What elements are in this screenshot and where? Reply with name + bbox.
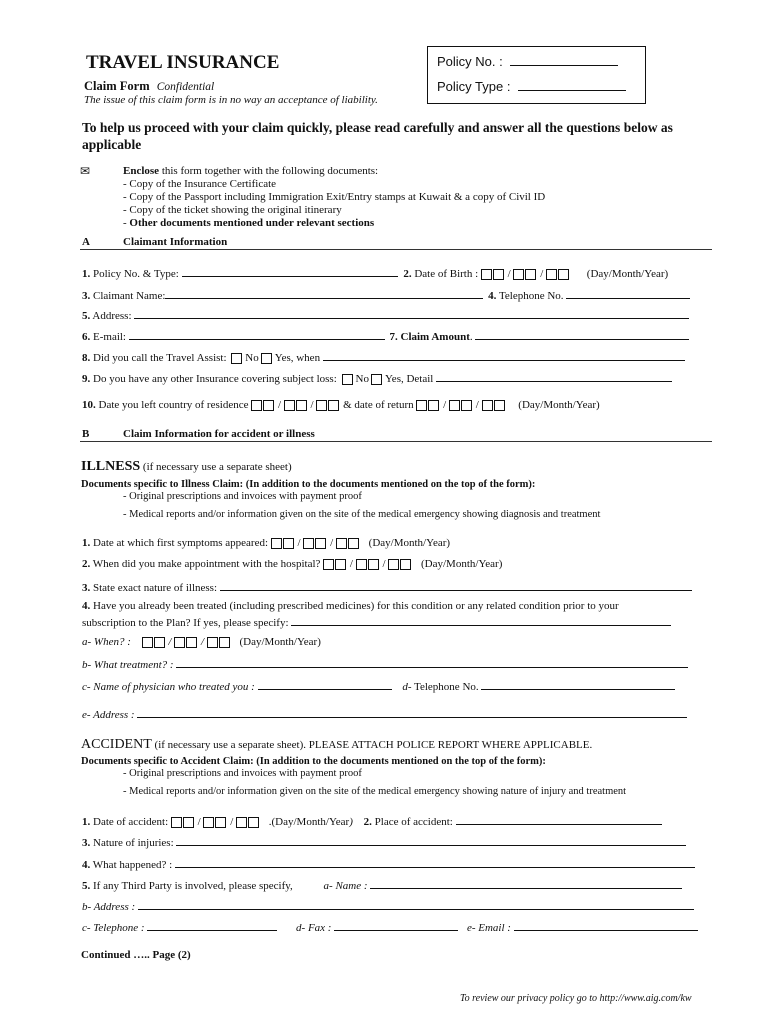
other-insurance-no-checkbox[interactable]: [342, 374, 353, 385]
claimant-name-input[interactable]: [165, 288, 483, 299]
address-input[interactable]: [134, 308, 689, 319]
list-item: - Original prescriptions and invoices with payment proof: [123, 768, 362, 779]
illness-heading: ILLNESS (if necessary use a separate sheet): [81, 459, 292, 474]
third-party-name-input[interactable]: [370, 878, 682, 889]
physician-telephone-input[interactable]: [481, 679, 675, 690]
section-divider: [80, 249, 712, 250]
physician-row: c- Name of physician who treated you : d- Telephone No.: [82, 679, 675, 694]
accident-day-boxes[interactable]: [171, 816, 195, 829]
form-title: TRAVEL INSURANCE: [86, 52, 280, 73]
treatment-month-boxes[interactable]: [174, 636, 198, 649]
accident-date-row: 1. Date of accident: / / .(Day/Month/Year) 2. Place of accident:: [82, 814, 662, 829]
section-divider: [80, 441, 712, 442]
accident-place-input[interactable]: [456, 814, 662, 825]
policy-no-field[interactable]: Policy No. :: [437, 54, 618, 69]
policy-no-type-input[interactable]: [182, 266, 398, 277]
treatment-when-row: a- When? : / / (Day/Month/Year): [82, 636, 321, 649]
accident-month-boxes[interactable]: [203, 816, 227, 829]
left-day-boxes[interactable]: [251, 399, 275, 412]
physician-address-row: e- Address :: [82, 707, 687, 722]
other-insurance-detail-input[interactable]: [436, 371, 672, 382]
email-claim-row: 6. E-mail: 7. Claim Amount.: [82, 329, 689, 344]
prior-treatment-input[interactable]: [291, 615, 671, 626]
what-happened-input[interactable]: [175, 857, 695, 868]
left-year-boxes[interactable]: [316, 399, 340, 412]
section-a-letter: A: [82, 236, 90, 248]
symptoms-day-boxes[interactable]: [271, 537, 295, 550]
return-year-boxes[interactable]: [482, 399, 506, 412]
what-treatment-row: b- What treatment? :: [82, 657, 688, 672]
physician-address-input[interactable]: [137, 707, 687, 718]
return-day-boxes[interactable]: [416, 399, 440, 412]
return-month-boxes[interactable]: [449, 399, 473, 412]
symptoms-year-boxes[interactable]: [336, 537, 360, 550]
list-item: - Medical reports and/or information given on the site of the medical emergency showing diagnosis and treatment: [123, 509, 601, 520]
travel-assist-no-checkbox[interactable]: [231, 353, 242, 364]
policy-no-type-row: 1. Policy No. & Type: 2. Date of Birth : / / (Day/Month/Year): [82, 268, 669, 280]
dob-day-boxes[interactable]: [481, 268, 505, 281]
treatment-year-boxes[interactable]: [207, 636, 231, 649]
email-input[interactable]: [129, 329, 385, 340]
physician-name-input[interactable]: [258, 679, 392, 690]
appointment-day-boxes[interactable]: [323, 558, 347, 571]
travel-assist-row: 8. Did you call the Travel Assist: No Yes, when: [82, 350, 685, 365]
list-item: - Other documents mentioned under relevant sections: [123, 217, 375, 229]
address-row: 5. Address:: [82, 308, 689, 323]
enclose-list: Enclose this form together with the following documents: - Copy of the Insurance Certificate - Copy of the Passport including Immigration Exit/Entry stamps at Kuwait & a copy of Civil ID - Copy of the ticket showing the original itinerary - Other documents mentioned under relevant sections: [123, 165, 546, 229]
intro-text: To help us proceed with your claim quickly, please read carefully and answer all the questions below as applicable: [82, 120, 673, 152]
prior-treatment-row: 4. Have you already been treated (including prescribed medicines) for this condition or any related condition prior to your subscription to the Plan? If yes, please specify:: [82, 600, 712, 630]
third-party-address-input[interactable]: [138, 899, 694, 910]
list-item: - Copy of the Passport including Immigration Exit/Entry stamps at Kuwait & a copy of Civil ID: [123, 191, 546, 203]
claim-amount-input[interactable]: [475, 329, 689, 340]
section-b-title: Claim Information for accident or illness: [123, 428, 315, 440]
what-treatment-input[interactable]: [176, 657, 688, 668]
third-party-row: 5. If any Third Party is involved, please specify, a- Name :: [82, 878, 682, 893]
dob-year-boxes[interactable]: [546, 268, 570, 281]
treatment-day-boxes[interactable]: [142, 636, 166, 649]
accident-docs-title: Documents specific to Accident Claim: (In addition to the documents mentioned on the top of the form):: [81, 756, 546, 767]
appointment-month-boxes[interactable]: [356, 558, 380, 571]
third-party-contact-row: c- Telephone : d- Fax : e- Email :: [82, 920, 698, 935]
nature-illness-input[interactable]: [220, 580, 692, 591]
nature-illness-row: 3. State exact nature of illness:: [82, 580, 692, 595]
claim-form-subtitle: Claim Form Confidential: [84, 79, 215, 93]
appointment-row: 2. When did you make appointment with the hospital? / / (Day/Month/Year): [82, 558, 503, 571]
what-happened-row: 4. What happened? :: [82, 857, 695, 872]
appointment-year-boxes[interactable]: [388, 558, 412, 571]
list-item: - Copy of the ticket showing the original itinerary: [123, 204, 342, 216]
claimant-name-row: 3. Claimant Name: 4. Telephone No.: [82, 288, 690, 303]
accident-heading: ACCIDENT (if necessary use a separate sheet). PLEASE ATTACH POLICE REPORT WHERE APPLICABLE.: [81, 737, 593, 752]
dob-month-boxes[interactable]: [513, 268, 537, 281]
section-b-letter: B: [82, 428, 90, 440]
disclaimer: The issue of this claim form is in no way an acceptance of liability.: [84, 94, 378, 106]
third-party-fax-input[interactable]: [334, 920, 458, 931]
third-party-telephone-input[interactable]: [147, 920, 277, 931]
other-insurance-row: 9. Do you have any other Insurance covering subject loss: No Yes, Detail: [82, 371, 672, 386]
travel-assist-when-input[interactable]: [323, 350, 685, 361]
nature-injuries-input[interactable]: [176, 835, 686, 846]
telephone-input[interactable]: [566, 288, 690, 299]
accident-year-boxes[interactable]: [236, 816, 260, 829]
nature-injuries-row: 3. Nature of injuries:: [82, 835, 686, 850]
left-month-boxes[interactable]: [284, 399, 308, 412]
travel-assist-yes-checkbox[interactable]: [261, 353, 272, 364]
policy-type-field[interactable]: Policy Type :: [437, 79, 626, 94]
illness-docs-title: Documents specific to Illness Claim: (In addition to the documents mentioned on the top of the form):: [81, 479, 536, 490]
continued-note: Continued ….. Page (2): [81, 949, 191, 961]
section-a-title: Claimant Information: [123, 236, 228, 248]
symptoms-month-boxes[interactable]: [303, 537, 327, 550]
travel-dates-row: 10. Date you left country of residence / / & date of return / / (Day/Month/Year): [82, 399, 600, 412]
privacy-policy-link[interactable]: To review our privacy policy go to http://www.aig.com/kw: [460, 993, 692, 1004]
third-party-address-row: b- Address :: [82, 899, 694, 914]
envelope-icon: ✉: [80, 164, 91, 178]
other-insurance-yes-checkbox[interactable]: [371, 374, 382, 385]
first-symptoms-row: 1. Date at which first symptoms appeared: / / (Day/Month/Year): [82, 537, 451, 550]
list-item: - Original prescriptions and invoices with payment proof: [123, 491, 362, 502]
list-item: - Copy of the Insurance Certificate: [123, 178, 277, 190]
third-party-email-input[interactable]: [514, 920, 698, 931]
list-item: - Medical reports and/or information given on the site of the medical emergency showing nature of injury and treatment: [123, 786, 627, 797]
